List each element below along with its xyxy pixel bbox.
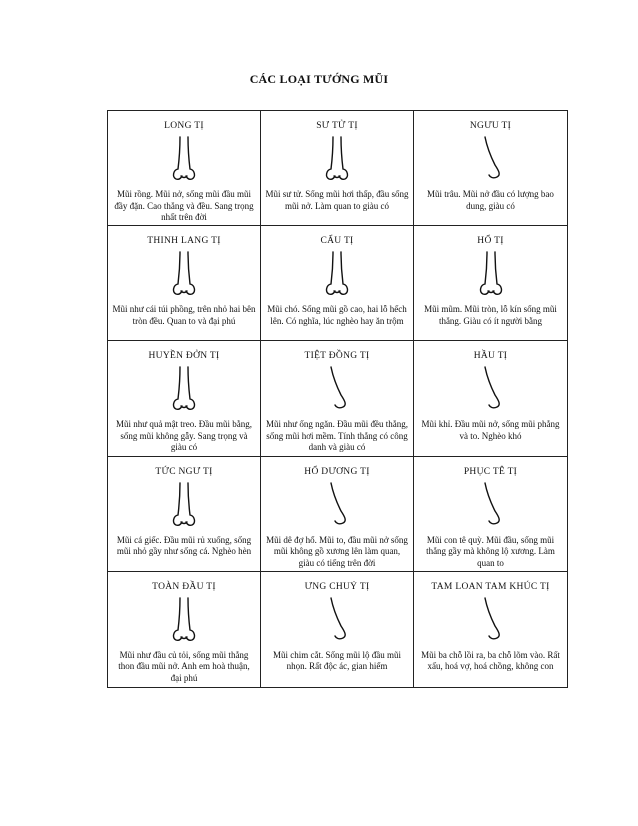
nose-description: Mũi như quả mật treo. Đầu mũi bằng, sống mũi không gẫy. Sang trọng và giàu có	[115, 419, 253, 453]
table-cell	[108, 341, 261, 456]
table-cell	[261, 111, 414, 226]
table-cell	[261, 572, 414, 687]
nose-description: Mũi trâu. Mũi nở đầu có lượng bao dung, giàu có	[427, 189, 554, 211]
table-cell	[261, 341, 414, 456]
nose-description: Mũi khỉ. Đầu mũi nở, sống mũi phẳng và to. Nghèo khó	[421, 419, 560, 441]
nose-name: TIỆT ĐỒNG TỊ	[304, 351, 370, 362]
front-nose-icon	[471, 250, 511, 300]
nose-name: TOÀN ĐẦU TỊ	[152, 581, 216, 592]
nose-name: TAM LOAN TAM KHÚC TỊ	[431, 581, 550, 592]
side-nose-icon	[471, 135, 511, 185]
nose-name: LONG TỊ	[164, 121, 204, 131]
front-nose-icon	[164, 481, 204, 531]
nose-types-table	[107, 110, 568, 688]
nose-description: Mũi rồng. Mũi nở, sống mũi đầu mũi đầy đặn. Cao thẳng và đều. Sang trọng nhất trên đời	[114, 189, 254, 222]
side-nose-icon	[317, 596, 357, 646]
table-cell	[261, 226, 414, 341]
table-cell	[108, 226, 261, 341]
table-cell	[108, 457, 261, 572]
nose-name: NGƯU TỊ	[469, 121, 512, 131]
nose-description: Mũi chó. Sống mũi gồ cao, hai lỗ hếch lên. Có nghĩa, lúc nghèo hay ăn trộm	[267, 304, 407, 326]
nose-name: HỔ DƯƠNG TỊ	[304, 466, 370, 477]
nose-description: Mũi chim cắt. Sống mũi lộ đầu mũi nhọn. Rất độc ác, gian hiểm	[273, 649, 401, 672]
nose-description: Mũi ba chỗ lồi ra, ba chỗ lõm vào. Rất xấu, hoá vợ, hoá chồng, không con	[421, 649, 560, 672]
side-nose-icon	[317, 365, 357, 415]
nose-name: HẦU TỊ	[473, 351, 508, 362]
table-cell	[414, 226, 567, 341]
nose-description: Mũi như ống ngăn. Đầu mũi đều thẳng, sống mũi hơi mềm. Tính thẳng có công danh và giàu có	[265, 419, 409, 453]
front-nose-icon	[317, 250, 357, 300]
table-cell	[414, 457, 567, 572]
nose-description: Mũi cá giếc. Đầu mũi rủ xuống, sống mũi nhỏ gầy như sống cá. Nghèo hèn	[116, 534, 252, 557]
front-nose-icon	[164, 135, 204, 185]
table-cell	[108, 111, 261, 226]
side-nose-icon	[471, 365, 511, 415]
nose-description: Mũi mũm. Mũi tròn, lỗ kín sống mũi thẳng. Giàu có ít người bằng	[424, 304, 557, 326]
nose-name: TỨC NGƯ TỊ	[155, 466, 213, 477]
page-title: CÁC LOẠI TƯỚNG MŨI	[249, 72, 389, 86]
table-cell	[414, 111, 567, 226]
side-nose-icon	[471, 481, 511, 531]
side-nose-icon	[471, 596, 511, 646]
side-nose-icon	[317, 481, 357, 531]
nose-description: Mũi như cái túi phồng, trên nhỏ hai bên tròn đều. Quan to và đại phú	[112, 304, 256, 326]
nose-description: Mũi con tê quỳ. Mũi đầu, sống mũi thẳng gầy mà không lộ xương. Làm quan to	[426, 534, 555, 568]
nose-name: THINH LANG TỊ	[147, 236, 221, 247]
nose-description: Mũi sư tử. Sống mũi hơi thấp, đầu sống mũi nở. Làm quan to giàu có	[265, 189, 409, 211]
table-cell	[414, 341, 567, 456]
nose-name: CẨU TỊ	[320, 236, 354, 247]
front-nose-icon	[164, 365, 204, 415]
front-nose-icon	[164, 250, 204, 300]
nose-description: Mũi dê đợ hổ. Mũi to, đầu mũi nở sống mũi không gồ xương lên làm quan, giàu có tiếng trên đời	[266, 534, 408, 568]
front-nose-icon	[317, 135, 357, 185]
nose-name: ƯNG CHUỶ TỊ	[304, 581, 370, 592]
nose-name: HỔ TỊ	[477, 236, 504, 247]
table-cell	[108, 572, 261, 687]
nose-description: Mũi như đầu củ tỏi, sống mũi thẳng thon đầu mũi nở. Anh em hoà thuận, đại phú	[118, 649, 250, 683]
table-cell	[414, 572, 567, 687]
nose-name: PHỤC TÊ TỊ	[463, 466, 518, 477]
nose-name: HUYỀN ĐỞN TỊ	[148, 351, 220, 362]
nose-name: SƯ TỬ TỊ	[316, 121, 358, 131]
table-cell	[261, 457, 414, 572]
front-nose-icon	[164, 596, 204, 646]
